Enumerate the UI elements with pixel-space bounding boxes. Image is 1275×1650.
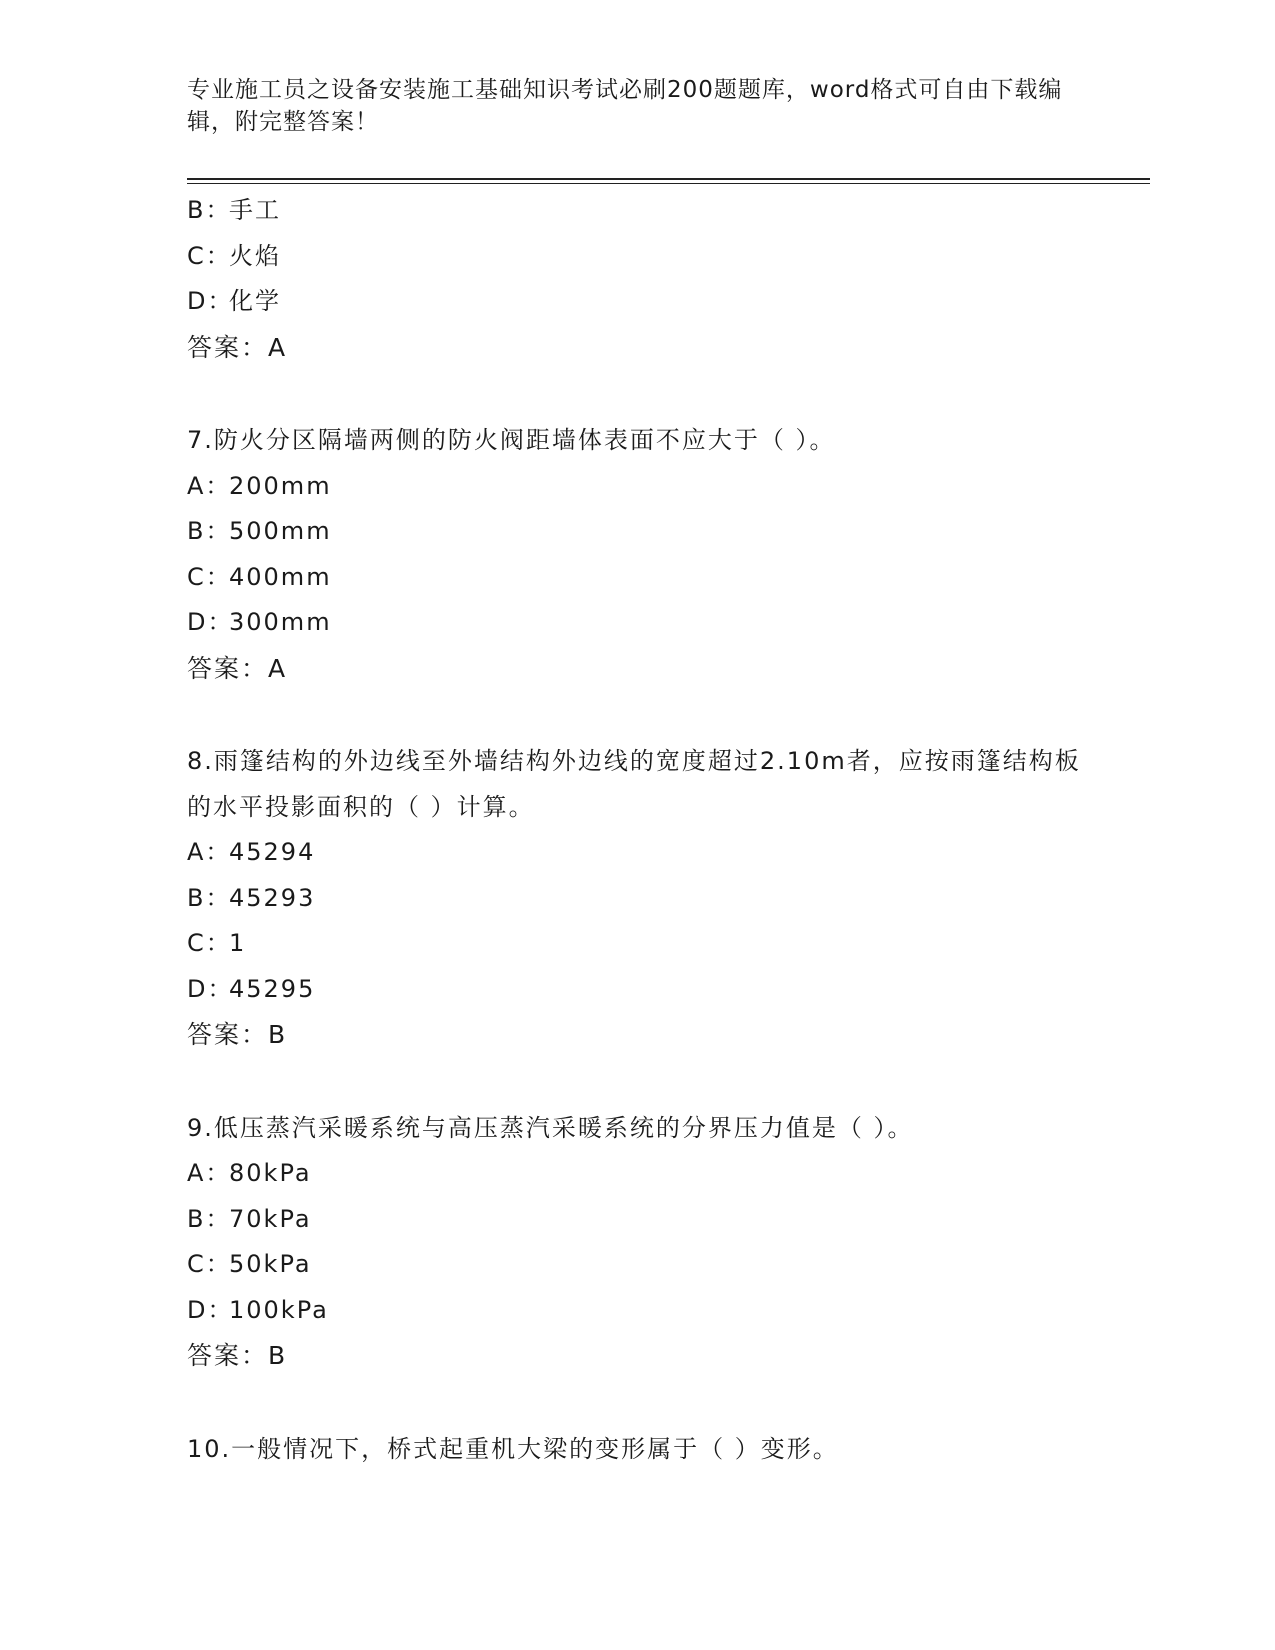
option-a xyxy=(187,464,1087,510)
option-text: 400mm xyxy=(229,562,332,591)
answer-line: 答案：B xyxy=(187,1020,288,1049)
option-text: 50kPa xyxy=(229,1250,312,1278)
option-letter: D： xyxy=(187,608,234,636)
document-header xyxy=(187,74,1067,138)
option-letter: C： xyxy=(187,241,232,270)
question-7 xyxy=(187,416,1087,691)
option-b xyxy=(187,509,1087,555)
answer-line: 答案：A xyxy=(187,332,288,362)
header-rule-thin xyxy=(187,183,1150,184)
option-text: 300mm xyxy=(229,608,332,636)
option-a xyxy=(187,1151,1087,1197)
option-text: 500mm xyxy=(229,517,332,545)
option-text: 45295 xyxy=(229,974,316,1003)
question-8 xyxy=(187,737,1087,1058)
option-letter: C： xyxy=(187,562,232,591)
option-text: 200mm xyxy=(229,471,332,500)
question-10 xyxy=(187,1425,1087,1473)
header-rule-thick xyxy=(187,178,1150,180)
option-c xyxy=(187,555,1087,601)
option-letter: C： xyxy=(187,929,232,957)
option-c xyxy=(187,1242,1087,1288)
option-text: 70kPa xyxy=(229,1204,312,1233)
option-letter: C： xyxy=(187,1250,232,1278)
option-text: 45293 xyxy=(229,883,316,912)
option-letter: D： xyxy=(187,974,234,1003)
option-d xyxy=(187,600,1087,646)
option-letter: A： xyxy=(187,1159,232,1187)
option-letter: A： xyxy=(187,471,232,500)
option-c xyxy=(187,234,1087,280)
option-b xyxy=(187,876,1087,922)
question-list xyxy=(187,188,1087,1472)
header-title: 专业施工员之设备安装施工基础知识考试必刷200题题库，word格式可自由下载编辑，附完整答案！ xyxy=(187,77,1063,135)
question-text: 8.雨篷结构的外边线至外墙结构外边线的宽度超过2.10m者，应按雨篷结构板的水平投影面积的（ ）计算。 xyxy=(187,747,1081,821)
option-text: 100kPa xyxy=(229,1295,329,1324)
option-c xyxy=(187,921,1087,967)
option-text: 手工 xyxy=(229,196,281,224)
question-text: 7.防火分区隔墙两侧的防火阀距墙体表面不应大于（ ）。 xyxy=(187,426,836,454)
option-letter: B： xyxy=(187,196,232,224)
option-text: 1 xyxy=(229,929,247,957)
answer-line: 答案：B xyxy=(187,1341,288,1370)
option-letter: B： xyxy=(187,883,232,912)
question-9 xyxy=(187,1104,1087,1379)
option-text: 火焰 xyxy=(229,241,281,270)
question-continued xyxy=(187,188,1087,370)
option-d xyxy=(187,279,1087,325)
option-letter: D： xyxy=(187,1295,234,1324)
option-text: 化学 xyxy=(229,287,281,315)
option-letter: A： xyxy=(187,838,232,866)
answer-line: 答案：A xyxy=(187,653,288,683)
option-d xyxy=(187,967,1087,1013)
option-b xyxy=(187,188,1087,234)
option-d xyxy=(187,1288,1087,1334)
option-letter: D： xyxy=(187,287,234,315)
option-text: 45294 xyxy=(229,838,316,866)
question-text: 10.一般情况下，桥式起重机大梁的变形属于（ ）变形。 xyxy=(187,1434,839,1463)
option-letter: B： xyxy=(187,517,232,545)
question-text: 9.低压蒸汽采暖系统与高压蒸汽采暖系统的分界压力值是（ ）。 xyxy=(187,1113,914,1142)
option-text: 80kPa xyxy=(229,1159,312,1187)
option-b xyxy=(187,1197,1087,1243)
option-letter: B： xyxy=(187,1204,232,1233)
option-a xyxy=(187,830,1087,876)
